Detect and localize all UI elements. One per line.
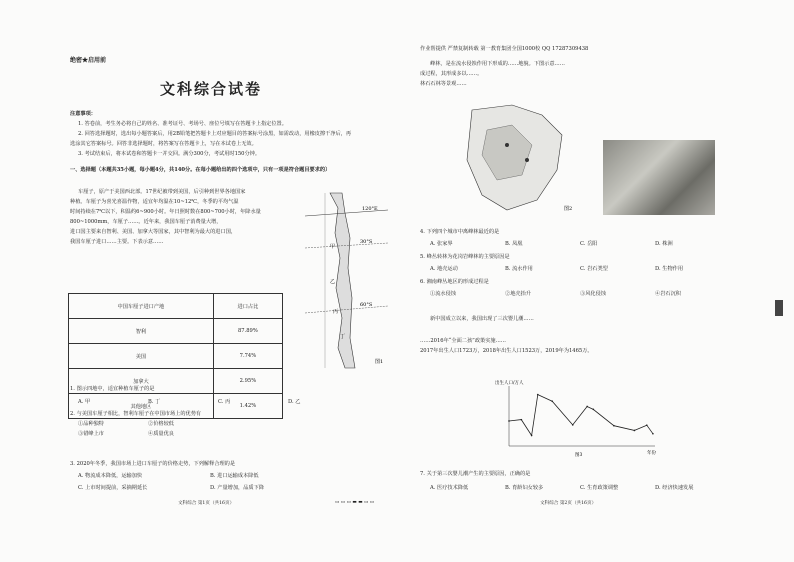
series-line <box>509 395 653 436</box>
question: 3. 2020年冬季，我国市场上进口车厘子的价格走势，下列解释合理的是 <box>70 461 236 467</box>
table-cell: 2.95% <box>213 369 282 394</box>
map-label: 丙 <box>333 309 339 315</box>
chart-xlabel: 年份 <box>647 451 656 456</box>
data-point <box>508 420 510 422</box>
map-label: 甲 <box>330 244 336 250</box>
option: ③风化侵蚀 <box>580 291 606 297</box>
option: D. 株洲 <box>655 241 673 247</box>
option: C. 上市时间提前，采摘期延长 <box>78 485 148 491</box>
table-header-cell: 中国车厘子进口产地 <box>69 294 214 319</box>
data-point <box>586 406 588 408</box>
data-point <box>634 430 636 432</box>
option: C. 丙 <box>218 399 231 405</box>
exam-title: 文科综合试卷 <box>160 80 263 98</box>
map-label: 丁 <box>340 334 346 340</box>
option: ②地壳抬升 <box>505 291 531 297</box>
option: A. 张家界 <box>430 241 453 247</box>
option: D. 产量增加，品质下降 <box>210 485 264 491</box>
question: 1. 图示四地中，适宜种植车厘子的是 <box>70 386 155 392</box>
table-cell: 7.74% <box>213 344 282 369</box>
passage-line: 峰林，是在流水侵蚀作用下形成的……地貌。下图示意…… <box>430 61 565 67</box>
notice-line: 3. 考试结束后，将本试卷和答题卡一并交回。满分300分，考试用时150分钟。 <box>78 151 261 157</box>
page-footer-marks: ▭ ▭ ▭ ▬ ▬ ▭ ▭ <box>335 500 375 505</box>
question: 6. 湘南峰丛地区的形成过程是 <box>420 279 489 285</box>
data-point <box>593 409 595 411</box>
table-cell: 1.42% <box>213 394 282 419</box>
passage-line: 时间持续在7℃以下，积温约6~900小时。年日照时数在800~700小时，年降水量 <box>70 209 261 215</box>
scan-mark <box>775 300 783 316</box>
map-label: 60°S <box>360 302 373 308</box>
import-table <box>68 293 283 419</box>
option: B. 进口运输成本降低 <box>210 473 259 479</box>
option: ④岩石沉积 <box>655 291 681 297</box>
table-cell: 美国 <box>69 344 214 369</box>
option: B. 凤凰 <box>505 241 523 247</box>
birth-chart <box>495 378 665 458</box>
passage-line: 2017年出生人口1723万，2018年出生人口1523万，2019年为1465万。 <box>420 348 593 354</box>
question: 4. 下列四个城市中离峰林最近的是 <box>420 229 500 235</box>
map-label: 乙 <box>330 279 336 285</box>
table-cell: 加拿大 <box>69 369 214 394</box>
data-point <box>521 419 523 421</box>
data-point <box>646 424 648 426</box>
option: B. 育龄妇女较多 <box>505 485 544 491</box>
option: A. 甲 <box>78 399 91 405</box>
option: A. 地壳运动 <box>430 266 458 272</box>
table-row <box>69 344 283 369</box>
option: ②价格较低 <box>148 421 174 427</box>
chart-caption: 图3 <box>575 453 583 458</box>
page-footer: 文科综合 第2页（共16页） <box>540 501 597 506</box>
passage-line: 林石石林等景观…… <box>420 81 467 87</box>
option: D. 乙 <box>288 399 301 405</box>
option: ③错峰上市 <box>78 431 104 437</box>
passage-line: ……2016年“全面二孩”政策实施…… <box>420 338 506 344</box>
option: C. 岳阳 <box>580 241 598 247</box>
option: A. 物流成本降低，运输加快 <box>78 473 143 479</box>
passage-line: 进口国主要来自智利、美国、加拿大等国家，其中智利为最大的进口国， <box>70 229 237 235</box>
table-cell: 智利 <box>69 319 214 344</box>
right-header: 作业帮提供 严禁复制转载 第一教育集团全国1000校 QQ 17287309438 <box>420 46 589 52</box>
table-cell: 其他地区 <box>69 394 214 419</box>
hunan-map <box>452 100 582 215</box>
notice-line: 1. 答卷前，考生务必将自己的姓名、准考证号、考场号、座位号填写在答题卡上指定位置。 <box>78 121 287 127</box>
secret-label: 绝密★启用前 <box>70 57 107 64</box>
chile-map <box>300 188 390 373</box>
table-row <box>69 319 283 344</box>
table-header-cell: 进口占比 <box>213 294 282 319</box>
table-cell: 87.89% <box>213 319 282 344</box>
question: 7. 关于第三次婴儿潮产生的主要原因，正确的是 <box>420 471 531 477</box>
data-point <box>531 435 533 437</box>
data-point <box>652 433 654 435</box>
option: ④质量优良 <box>148 431 174 437</box>
map-label: 120°E <box>362 206 378 212</box>
passage-line: 成过程，其形成多以……。 <box>420 71 483 77</box>
question: 5. 峰丛转林为花岗岩峰林的主要原因是 <box>420 254 510 260</box>
option: B. 丁 <box>148 399 161 405</box>
option: D. 经济快速发展 <box>655 485 694 491</box>
data-point <box>572 424 574 426</box>
option: D. 生物作用 <box>655 266 684 272</box>
passage-line: 新中国成立以来，我国出现了三次婴儿潮…… <box>430 316 534 322</box>
data-point <box>613 425 615 427</box>
option: ①品种独特 <box>78 421 104 427</box>
passage-line: 种植。车厘子为喜光喜温作物，适宜年均温在10~12℃，冬季的平均气温 <box>70 199 239 205</box>
peak-forest-photo <box>603 140 715 215</box>
data-point <box>551 400 553 402</box>
map-caption: 图2 <box>564 206 573 212</box>
section-heading: 一、选择题（本题共35小题，每小题4分，共140分。在每小题给出的四个选项中，只有一项是符合题目要求的） <box>70 167 331 173</box>
option: C. 生育政策调整 <box>580 485 619 491</box>
option: ①流水侵蚀 <box>430 291 456 297</box>
option: C. 岩石类型 <box>580 266 608 272</box>
notice-line: 2. 回答选择题时，选出每小题答案后，用2B铅笔把答题卡上对应题目的答案标号涂黑，如需改动，用橡皮擦干净后，再 <box>78 131 352 137</box>
passage-line: 车厘子，原产于美国西北部。17世纪被带到美国，后引种到世界各地国家 <box>78 189 246 195</box>
option: B. 流水作用 <box>505 266 533 272</box>
notice-line: 选涂其它答案标号。回答非选择题时，将答案写在答题卡上，写在本试卷上无效。 <box>70 141 257 147</box>
map-caption: 图1 <box>375 359 384 365</box>
page-footer: 文科综合 第1页（共16页） <box>178 501 235 506</box>
chart-ylabel: 出生人口/万人 <box>495 381 524 386</box>
question: 2. 与美国车厘子相比，智利车厘子在中国市场上的优势有 <box>70 411 202 417</box>
data-point <box>537 394 539 396</box>
passage-line: 800~1000mm，车厘子……。近年来，我国车厘子消费量大增， <box>70 219 222 225</box>
map-label: 30°S <box>360 239 373 245</box>
option: A. 医疗技术降低 <box>430 485 469 491</box>
passage-line: 我国车厘子进口……主要。下表示意…… <box>70 239 164 245</box>
notice-title: 注意事项： <box>70 111 96 117</box>
